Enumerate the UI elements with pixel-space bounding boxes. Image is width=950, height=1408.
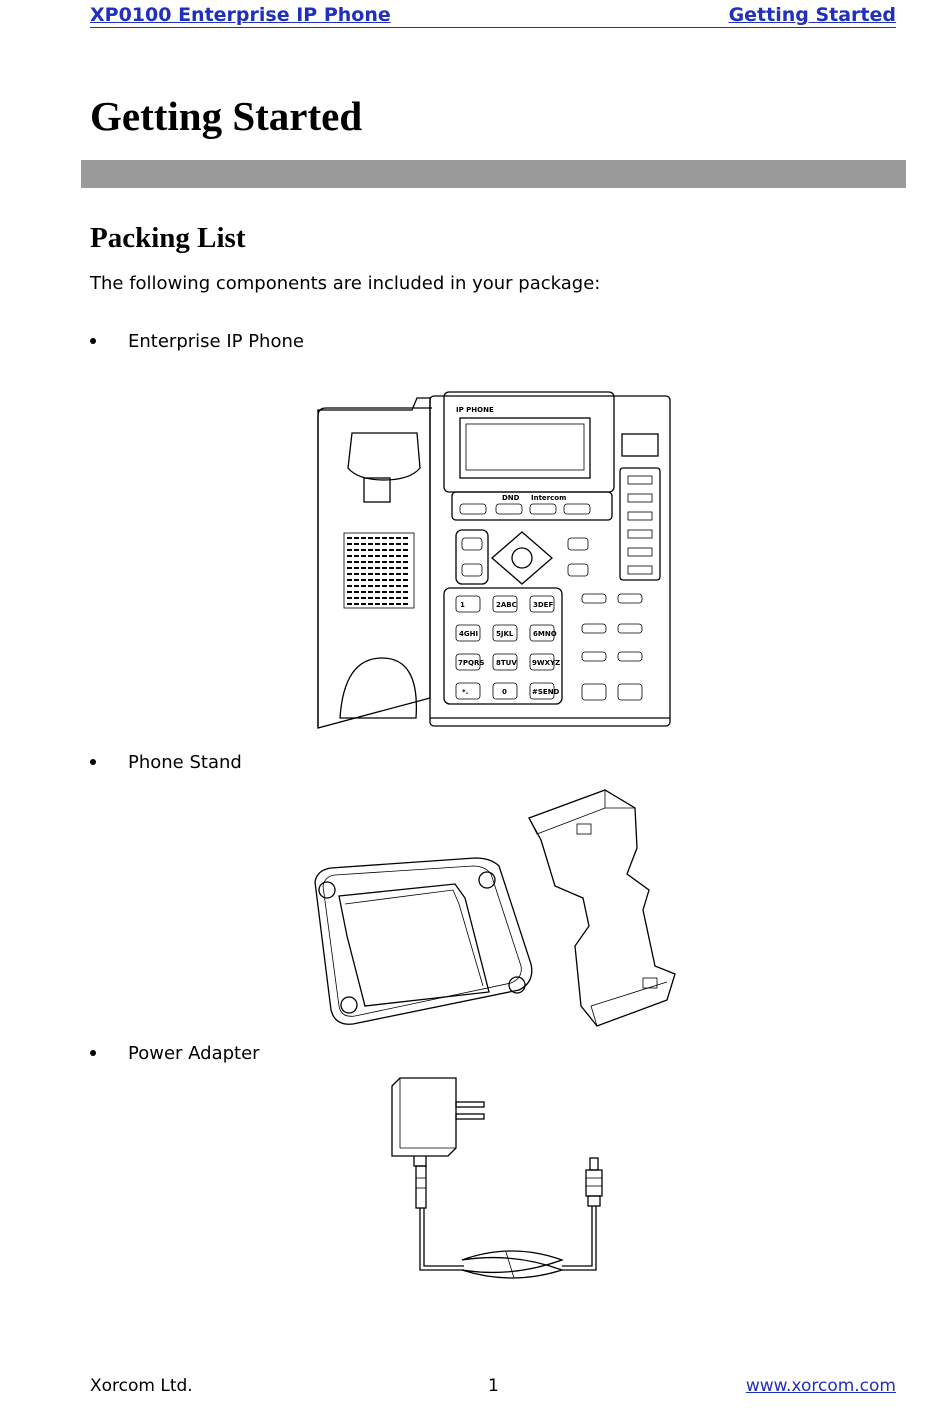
key-3-label: 3DEF	[533, 601, 554, 609]
list-item	[90, 1043, 260, 1064]
list-item-label: Phone Stand	[128, 752, 242, 773]
softkey-intercom-label: Intercom	[531, 494, 567, 502]
bullet-icon	[90, 338, 96, 344]
list-item	[90, 331, 304, 352]
header-doc-title: XP0100 Enterprise IP Phone	[90, 4, 391, 26]
header-rule	[90, 27, 896, 28]
key-8-label: 8TUV	[496, 659, 517, 667]
section-heading: Packing List	[90, 222, 246, 254]
footer-company: Xorcom Ltd.	[90, 1376, 193, 1396]
header-section-link[interactable]: Getting Started	[728, 4, 896, 26]
ip-phone-illustration	[312, 388, 674, 734]
key-5-label: 5JKL	[496, 630, 514, 638]
key-2-label: 2ABC	[496, 601, 517, 609]
bullet-icon	[90, 1050, 96, 1056]
key-4-label: 4GHI	[459, 630, 479, 638]
power-adapter-illustration	[386, 1074, 608, 1286]
phone-brand-label: IP PHONE	[456, 406, 494, 414]
list-item	[90, 752, 242, 773]
footer-website-link[interactable]: www.xorcom.com	[745, 1376, 896, 1396]
phone-stand-illustration	[305, 786, 680, 1030]
key-7-label: 7PQRS	[458, 659, 485, 667]
page-title: Getting Started	[90, 93, 363, 139]
bullet-icon	[90, 759, 96, 765]
list-item-label: Enterprise IP Phone	[128, 331, 304, 352]
key-0-label: 0	[502, 688, 507, 696]
key-star-label: *.	[462, 688, 469, 696]
key-9-label: 9WXYZ	[532, 659, 561, 667]
page-number: 1	[488, 1376, 499, 1396]
intro-text: The following components are included in your package:	[90, 273, 601, 294]
list-item-label: Power Adapter	[128, 1043, 260, 1064]
key-6-label: 6MNO	[533, 630, 557, 638]
key-1-label: 1	[460, 601, 465, 609]
title-divider-bar	[81, 160, 906, 188]
softkey-dnd-label: DND	[502, 494, 520, 502]
key-hash-label: #SEND	[532, 688, 560, 696]
